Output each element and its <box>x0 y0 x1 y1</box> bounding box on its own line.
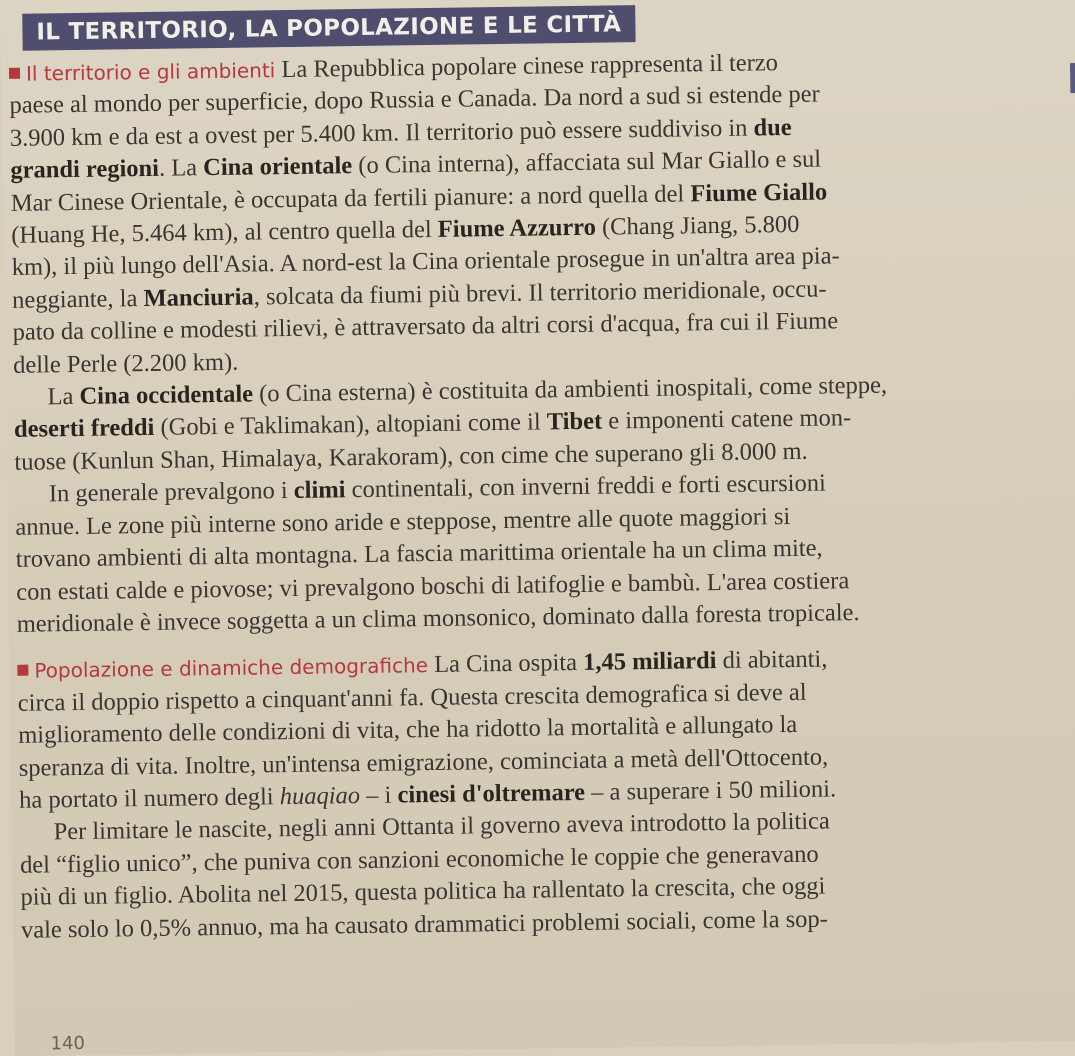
page-number: 140 <box>50 1032 86 1055</box>
text-line: Mar Cinese Orientale, è occupata da fertili pianure: a nord quella del Fiume Giallo <box>10 178 828 217</box>
text-line: meridionale è invece soggetta a un clima monsonico, dominato dalla foresta tropicale. <box>16 598 860 638</box>
text-line: annue. Le zone più interne sono aride e steppose, mentre alle quote maggiori si <box>15 502 791 541</box>
text-line: miglioramento delle condizioni di vita, che ha ridotto la mortalità e allungato la <box>18 711 798 749</box>
text-line: Il territorio e gli ambienti La Repubblica popolare cinese rappresenta il terzo <box>1 43 1073 90</box>
text-line: Per limitare le nascite, negli anni Ottanta il governo aveva introdotto la politica <box>53 807 831 846</box>
text-line: La Cina occidentale (o Cina esterna) è costituita da ambienti inospitali, come steppe, <box>47 371 888 411</box>
text-line: del “figlio unico”, che puniva con sanzioni economiche le coppie che generavano <box>19 840 819 879</box>
text-line: deserti freddi (Gobi e Taklimakan), altopiani come il Tibet e imponenti catene mon- <box>13 404 852 444</box>
text-line: pato da colline e modesti rilievi, è attraversato da altri corsi d'acqua, fra cui il Fiume <box>12 307 839 347</box>
chapter-title: IL TERRITORIO, LA POPOLAZIONE E LE CITTÀ <box>22 5 635 51</box>
bullet-square-icon <box>9 68 20 79</box>
text-line: Popolazione e dinamiche demografiche La Cina ospita 1,45 miliardi di abitanti, <box>9 640 1075 687</box>
text-line: grandi regioni. La Cina orientale (o Cina interna), affacciata sul Mar Giallo e sul <box>10 145 822 185</box>
text-line: con estati calde e piovose; vi prevalgono boschi di latifoglie e bambù. L'area costiera <box>16 566 850 606</box>
text-line: (Huang He, 5.464 km), al centro quella del Fiume Azzurro (Chang Jiang, 5.800 <box>11 210 800 249</box>
text-line: km), il più lungo dell'Asia. A nord-est la Cina orientale prosegue in un'altra area pia- <box>11 242 840 282</box>
section-heading-popolazione: Popolazione e dinamiche demografiche <box>34 653 429 683</box>
text-line: speranza di vita. Inoltre, un'intensa emigrazione, cominciata a metà dell'Ottocento, <box>18 743 829 782</box>
section-heading-territorio: Il territorio e gli ambienti <box>25 58 276 86</box>
text-line: 3.900 km e da est a ovest per 5.400 km. Il territorio può essere suddiviso in due <box>9 113 792 152</box>
text-line: neggiante, la Manciuria, solcata da fiumi più brevi. Il territorio meridionale, occu- <box>12 275 827 314</box>
body-text <box>1 43 1075 947</box>
text-line: vale solo lo 0,5% annuo, ma ha causato drammatici problemi sociali, come la sop- <box>20 905 829 944</box>
text-line: paese al mondo per superficie, dopo Russia e Canada. Da nord a sud si estende per <box>9 80 820 120</box>
text-line: trovano ambienti di alta montagna. La fascia marittima orientale ha un clima mite, <box>15 534 823 573</box>
text-line: circa il doppio rispetto a cinquant'anni fa. Questa crescita demografica si deve al <box>17 678 807 717</box>
text-line: più di un figlio. Abolita nel 2015, questa politica ha rallentato la crescita, che oggi <box>20 872 826 911</box>
text-line: tuose (Kunlun Shan, Himalaya, Karakoram), con cime che superano gli 8.000 m. <box>14 437 808 476</box>
text-line: ha portato il numero degli huaqiao – i cinesi d'oltremare – a superare i 50 milioni. <box>18 775 837 814</box>
bullet-square-icon <box>17 665 28 676</box>
text-line: delle Perle (2.200 km). <box>12 348 239 379</box>
text-line: In generale prevalgono i climi continentali, con inverni freddi e forti escursioni <box>48 469 826 508</box>
